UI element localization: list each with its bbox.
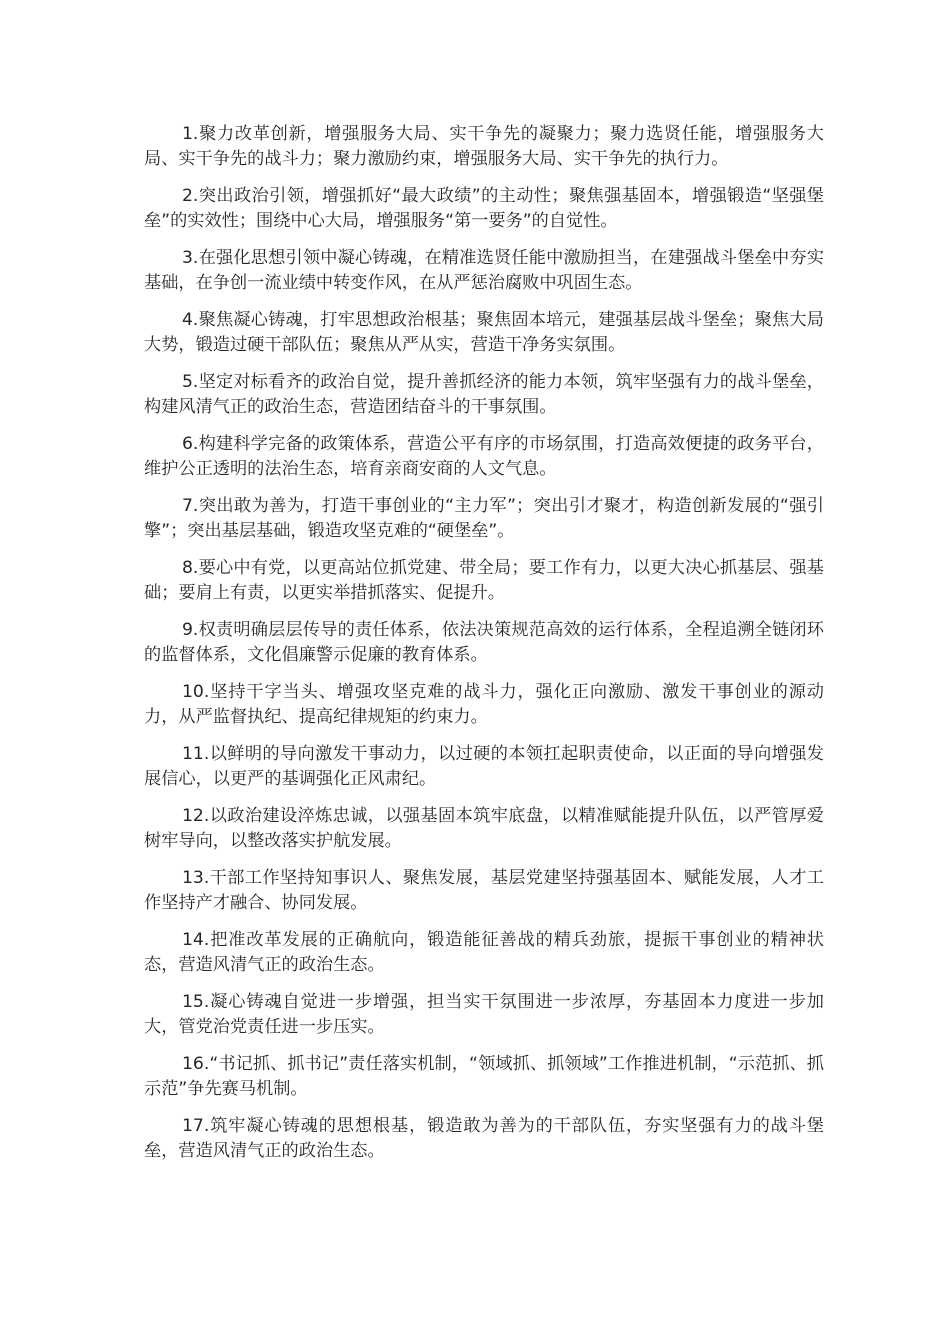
paragraph-8: 8.要心中有党，以更高站位抓党建、带全局；要工作有力，以更大决心抓基层、强基础；要肩上有责，以更实举措抓落实、促提升。 (144, 558, 824, 603)
paragraph-14: 14.把准改革发展的正确航向，锻造能征善战的精兵劲旅，提振干事创业的精神状态，营造风清气正的政治生态。 (144, 930, 824, 975)
paragraph-13: 13.干部工作坚持知事识人、聚焦发展，基层党建坚持强基固本、赋能发展，人才工作坚持产才融合、协同发展。 (144, 868, 824, 913)
paragraph-7: 7.突出敢为善为，打造干事创业的“主力军”；突出引才聚才，构造创新发展的“强引擎”；突出基层基础，锻造攻坚克难的“硬堡垒”。 (144, 496, 824, 541)
paragraph-6: 6.构建科学完备的政策体系，营造公平有序的市场氛围，打造高效便捷的政务平台，维护公正透明的法治生态，培育亲商安商的人文气息。 (144, 434, 824, 479)
paragraph-17: 17.筑牢凝心铸魂的思想根基，锻造敢为善为的干部队伍，夯实坚强有力的战斗堡垒，营造风清气正的政治生态。 (144, 1116, 824, 1161)
paragraph-11: 11.以鲜明的导向激发干事动力，以过硬的本领扛起职责使命，以正面的导向增强发展信心，以更严的基调强化正风肃纪。 (144, 744, 824, 789)
paragraph-4: 4.聚焦凝心铸魂，打牢思想政治根基；聚焦固本培元，建强基层战斗堡垒；聚焦大局大势，锻造过硬干部队伍；聚焦从严从实，营造干净务实氛围。 (144, 310, 824, 355)
paragraph-12: 12.以政治建设淬炼忠诚，以强基固本筑牢底盘，以精准赋能提升队伍，以严管厚爱树牢导向，以整改落实护航发展。 (144, 806, 824, 851)
paragraph-1: 1.聚力改革创新，增强服务大局、实干争先的凝聚力；聚力选贤任能，增强服务大局、实干争先的战斗力；聚力激励约束，增强服务大局、实干争先的执行力。 (144, 124, 824, 169)
paragraph-9: 9.权责明确层层传导的责任体系，依法决策规范高效的运行体系，全程追溯全链闭环的监督体系，文化倡廉警示促廉的教育体系。 (144, 620, 824, 665)
paragraph-16: 16.“书记抓、抓书记”责任落实机制，“领域抓、抓领域”工作推进机制，“示范抓、抓示范”争先赛马机制。 (144, 1054, 824, 1099)
paragraph-5: 5.坚定对标看齐的政治自觉，提升善抓经济的能力本领，筑牢坚强有力的战斗堡垒，构建风清气正的政治生态，营造团结奋斗的干事氛围。 (144, 372, 824, 417)
paragraph-15: 15.凝心铸魂自觉进一步增强，担当实干氛围进一步浓厚，夯基固本力度进一步加大，管党治党责任进一步压实。 (144, 992, 824, 1037)
paragraph-3: 3.在强化思想引领中凝心铸魂，在精准选贤任能中激励担当，在建强战斗堡垒中夯实基础，在争创一流业绩中转变作风，在从严惩治腐败中巩固生态。 (144, 248, 824, 293)
document-body (144, 122, 824, 1176)
paragraph-10: 10.坚持干字当头、增强攻坚克难的战斗力，强化正向激励、激发干事创业的源动力，从严监督执纪、提高纪律规矩的约束力。 (144, 682, 824, 727)
paragraph-2: 2.突出政治引领，增强抓好“最大政绩”的主动性；聚焦强基固本，增强锻造“坚强堡垒”的实效性；围绕中心大局，增强服务“第一要务”的自觉性。 (144, 186, 824, 231)
